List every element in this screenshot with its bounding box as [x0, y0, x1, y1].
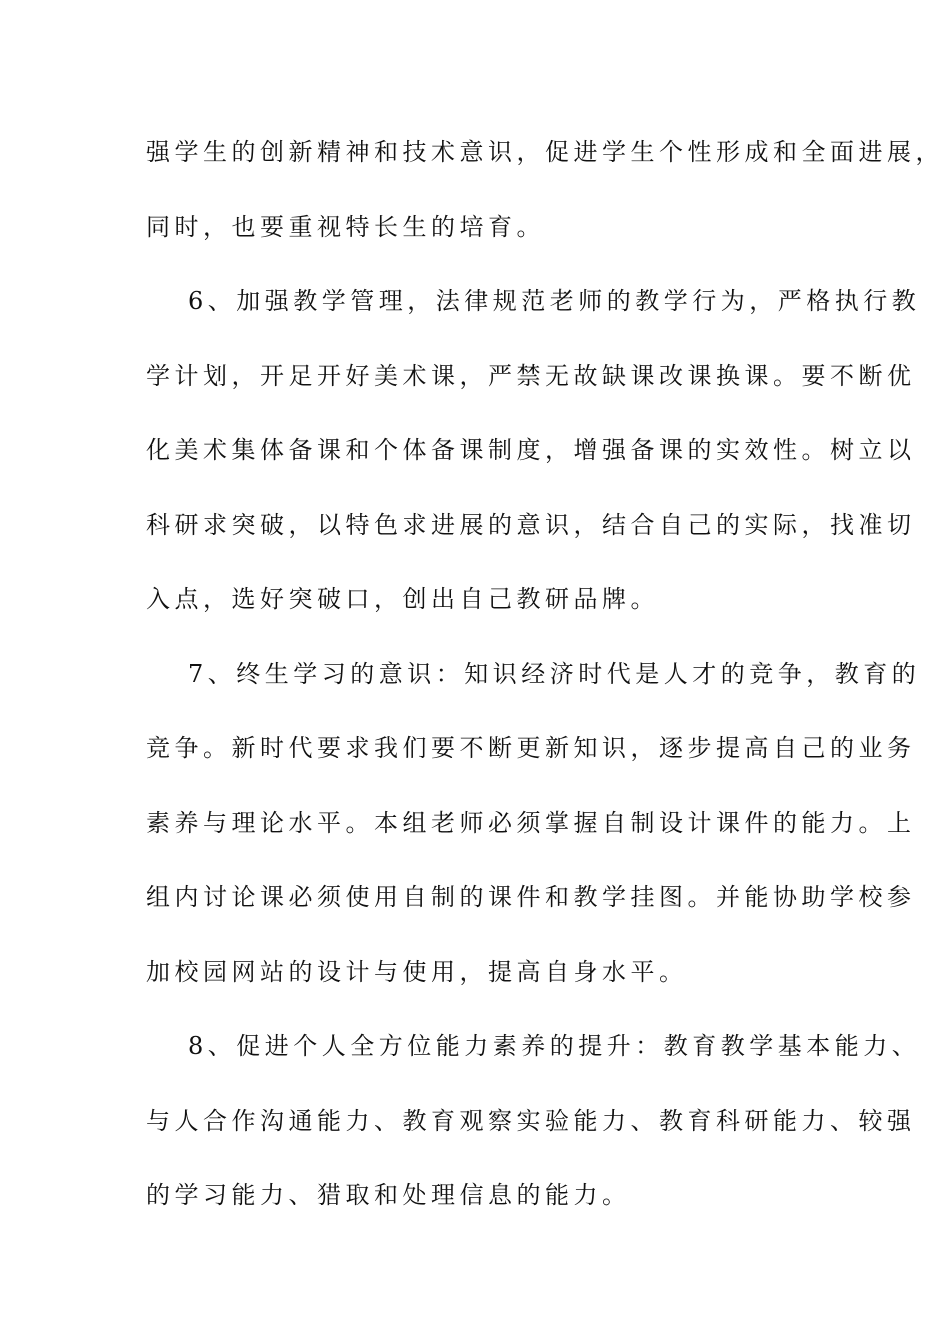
paragraph-line: 科研求突破，以特色求进展的意识，结合自己的实际，找准切 — [146, 511, 916, 539]
paragraph-line: 素养与理论水平。本组老师必须掌握自制设计课件的能力。上 — [146, 809, 916, 837]
paragraph-line: 同时，也要重视特长生的培育。 — [146, 213, 545, 241]
paragraph-line: 组内讨论课必须使用自制的课件和教学挂图。并能协助学校参 — [146, 883, 916, 911]
paragraph-line: 学计划，开足开好美术课，严禁无故缺课改课换课。要不断优 — [146, 362, 916, 390]
paragraph-line: 加校园网站的设计与使用，提高自身水平。 — [146, 958, 688, 986]
paragraph-line: 竞争。新时代要求我们要不断更新知识，逐步提高自己的业务 — [146, 734, 916, 762]
paragraph-line: 与人合作沟通能力、教育观察实验能力、教育科研能力、较强 — [146, 1107, 916, 1135]
paragraph-line-item-6: 6、加强教学管理，法律规范老师的教学行为，严格执行教 — [188, 287, 921, 315]
paragraph-line: 的学习能力、猎取和处理信息的能力。 — [146, 1181, 631, 1209]
paragraph-line-item-8: 8、促进个人全方位能力素养的提升：教育教学基本能力、 — [188, 1032, 921, 1060]
paragraph-line: 入点，选好突破口，创出自己教研品牌。 — [146, 585, 659, 613]
paragraph-line: 强学生的创新精神和技术意识，促进学生个性形成和全面进展， — [146, 138, 944, 166]
paragraph-line: 化美术集体备课和个体备课制度，增强备课的实效性。树立以 — [146, 436, 916, 464]
paragraph-line-item-7: 7、终生学习的意识：知识经济时代是人才的竞争，教育的 — [188, 660, 921, 688]
